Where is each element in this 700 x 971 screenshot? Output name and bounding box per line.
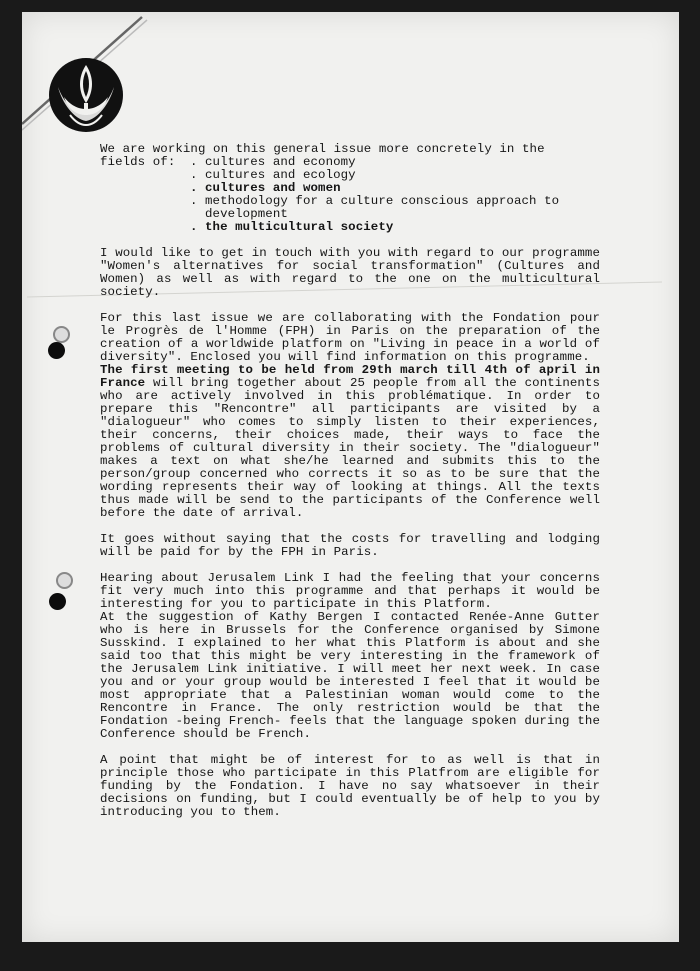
paragraph-funding: A point that might be of interest for to as well is that in principle those who participate in this Platfrom are eligible for funding by the Fondation. I have no say whatsoever in their decisions on funding, but I could eventually be of help to you by introducing you to them. — [100, 753, 600, 819]
punch-hole-top — [48, 342, 65, 359]
field-text: methodology for a culture conscious approach to development — [205, 194, 560, 221]
paragraph-jerusalem-link: Hearing about Jerusalem Link I had the feeling that your concerns fit very much into this programme and that perhaps it would be interesting for you to participate in this Platform. — [100, 571, 600, 611]
fields-label: fields of: — [100, 155, 176, 169]
letter-body — [100, 143, 600, 819]
fields-list-item: . methodology for a culture conscious approach to development — [190, 194, 560, 221]
punch-hole-bottom — [49, 593, 66, 610]
field-text: the multicultural society — [205, 220, 394, 234]
field-text: cultures and women — [205, 181, 341, 195]
punch-hole-ring-top — [53, 326, 70, 343]
paragraph-costs: It goes without saying that the costs for travelling and lodging will be paid for by the FPH in Paris. — [100, 532, 600, 559]
intro-line-1: We are working on this general issue more concretely in the — [100, 142, 545, 156]
first-meeting-text: will bring together about 25 people from all the continents who are actively involved in this problématique. In order to prepare this "Rencontre" all participants are visited by a "dialogueur" who comes to simply listen to their experiences, their concerns, their choices made, their ways to face the problems of cultural diversity in their society. The "dialogueur" makes a text on what she/he learned and submits this to the person/group concerned who corrects it so as to be sure that the wording represents their way of looking at things. All the texts thus made will be send to the participants of the Conference well before the date of arrival. — [100, 376, 600, 520]
organization-logo — [48, 57, 124, 133]
fields-list-item: . the multicultural society — [190, 220, 394, 234]
fields-list-item: fields of: . cultures and economy — [100, 155, 356, 169]
paragraph-suggestion: At the suggestion of Kathy Bergen I contacted Renée-Anne Gutter who is here in Brussels for the Conference organised by Simone Susskind. I explained to her what this Platform is about and she said too that this might be very interesting in the framework of the Jerusalem Link initiative. I will meet her next week. In case you and or your group would be interested I feel that it would be most appropriate that a Palestinian woman would come to the Rencontre in France. The only restriction would be that the Fondation -being French- feels that the language spoken during the Conference should be French. — [100, 610, 600, 741]
fields-list-item: . cultures and women — [190, 181, 341, 195]
punch-hole-ring-bottom — [56, 572, 73, 589]
first-meeting-heading: The first meeting to be held from 29th march till 4th of april in France — [100, 363, 600, 390]
paragraph-fph: For this last issue we are collaborating with the Fondation pour le Progrès de l'Homme (FPH) in Paris on the preparation of the creation of a worldwide platform on "Living in peace in a world of diversity". Enclosed you will find information on this programme. — [100, 311, 600, 364]
letter-page — [22, 12, 679, 942]
field-text: cultures and ecology — [205, 168, 356, 182]
field-text: cultures and economy — [205, 155, 356, 169]
paragraph-first-meeting — [100, 364, 600, 520]
paragraph-contact: I would like to get in touch with you with regard to our programme "Women's alternatives for social transformation" (Cultures and Women) as well as with regard to the one on the multicultural society. — [100, 246, 600, 299]
fields-list-item: . cultures and ecology — [190, 168, 356, 182]
fields-list — [100, 156, 600, 234]
